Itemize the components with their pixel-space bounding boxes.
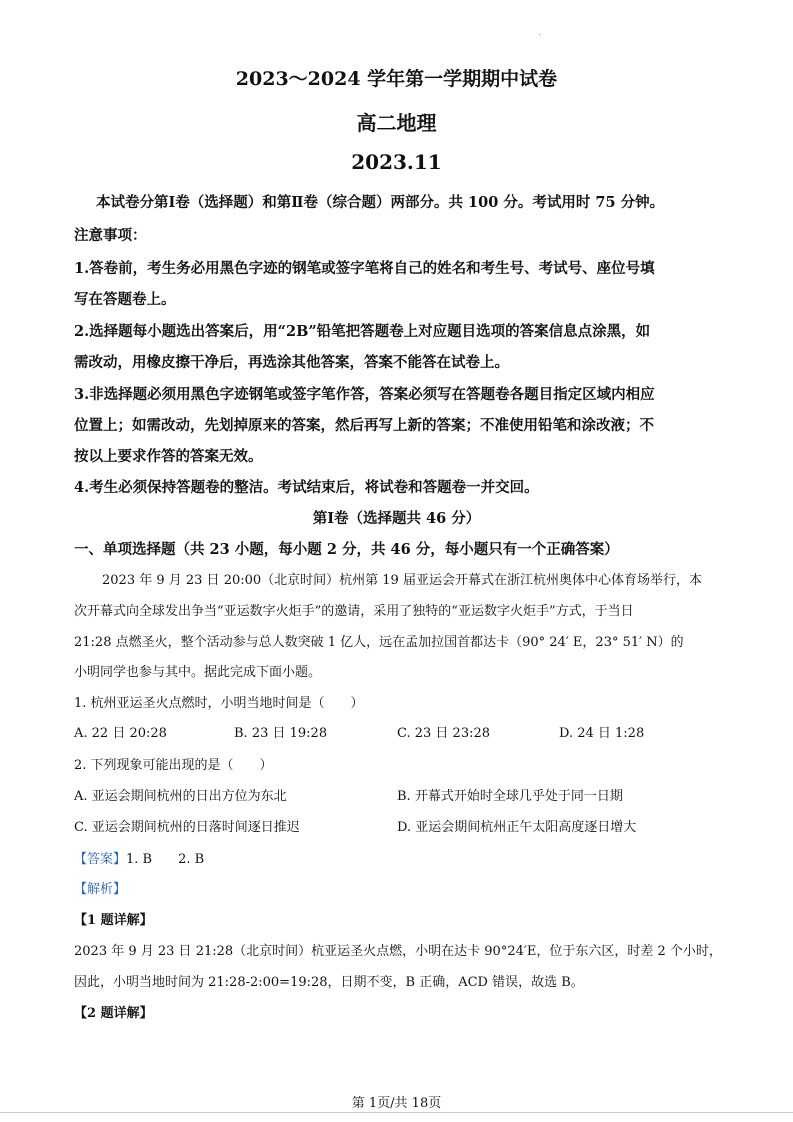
page-footer: 第 1页/共 18页 bbox=[351, 1096, 442, 1111]
note-2-line-2: 需改动，用橡皮擦干净后，再选涂其他答案，答案不能答在试卷上。 bbox=[74, 354, 509, 371]
question-2-option-d: D. 亚运会期间杭州正午太阳高度逐日增大 bbox=[397, 820, 637, 835]
detail-1-line-2: 因此，小明当地时间为 21:28-2:00=19:28，日期不变，B 正确，ACD 错误，故选 B。 bbox=[74, 975, 584, 990]
question-2-option-a: A. 亚运会期间杭州的日出方位为东北 bbox=[74, 789, 287, 804]
part-heading: 一、单项选择题（共 23 小题，每小题 2 分，共 46 分，每小题只有一个正确答案） bbox=[74, 541, 619, 558]
exam-title: 2023～2024 学年第一学期期中试卷 bbox=[235, 68, 558, 90]
note-3-line-1: 3.非选择题必须用黑色字迹钢笔或签字笔作答，答案必须写在答题卷各题目指定区域内相应 bbox=[74, 386, 655, 403]
passage-line-4: 小明同学也参与其中。据此完成下面小题。 bbox=[74, 665, 322, 680]
notes-heading: 注意事项： bbox=[74, 227, 147, 244]
note-3-line-3: 按以上要求作答的答案无效。 bbox=[74, 448, 263, 465]
note-4: 4.考生必须保持答题卷的整洁。考试结束后，将试卷和答题卷一并交回。 bbox=[74, 479, 539, 496]
subject-title: 高二地理 bbox=[356, 111, 437, 135]
exam-date: 2023.11 bbox=[351, 150, 442, 174]
note-2-line-1: 2.选择题每小题选出答案后，用“2B”铅笔把答题卷上对应题目选项的答案信息点涂黑，如 bbox=[74, 323, 651, 340]
note-3-line-2: 位置上；如需改动，先划掉原来的答案，然后再写上新的答案；不准使用铅笔和涂改液；不 bbox=[74, 417, 654, 434]
question-1-option-c: C. 23 日 23:28 bbox=[397, 726, 491, 741]
question-2-option-c: C. 亚运会期间杭州的日落时间逐日推迟 bbox=[74, 820, 300, 835]
question-1-option-a: A. 22 日 20:28 bbox=[74, 726, 167, 741]
question-1-option-b: B. 23 日 19:28 bbox=[234, 726, 328, 741]
passage-line-1: 2023 年 9 月 23 日 20:00（北京时间）杭州第 19 届亚运会开幕式在浙江杭州奥体中心体育场举行，本 bbox=[102, 573, 702, 588]
corner-mark: . bbox=[538, 28, 541, 38]
detail-2-heading: 【2 题详解】 bbox=[74, 1006, 153, 1021]
passage-line-2: 次开幕式向全球发出争当“亚运数字火炬手”的邀请，采用了独特的“亚运数字火炬手”方式，于当日 bbox=[74, 604, 634, 619]
answer-text: 1. B 2. B bbox=[126, 852, 205, 867]
answer-tag: 【答案】 bbox=[74, 852, 127, 867]
detail-1-line-1: 2023 年 9 月 23 日 21:28（北京时间）杭亚运圣火点燃，小明在达卡 90°24′E，位于东六区，时差 2 个小时， bbox=[74, 944, 722, 959]
exam-summary: 本试卷分第Ⅰ卷（选择题）和第Ⅱ卷（综合题）两部分。共 100 分。考试用时 75 分钟。 bbox=[96, 194, 665, 211]
question-1-option-d: D. 24 日 1:28 bbox=[559, 726, 645, 741]
question-2-option-b: B. 开幕式开始时全球几乎处于同一日期 bbox=[397, 789, 623, 804]
question-1-stem: 1. 杭州亚运圣火点燃时，小明当地时间是（ ） bbox=[74, 696, 364, 711]
analysis-tag: 【解析】 bbox=[74, 882, 127, 897]
question-2-stem: 2. 下列现象可能出现的是（ ） bbox=[74, 758, 273, 773]
detail-1-heading: 【1 题详解】 bbox=[74, 913, 153, 928]
note-1-line-1: 1.答卷前，考生务必用黑色字迹的钢笔或签字笔将自己的姓名和考生号、考试号、座位号填 bbox=[74, 260, 655, 277]
passage-line-3: 21:28 点燃圣火，整个活动参与总人数突破 1 亿人，远在孟加拉国首都达卡（90° 24′ E，23° 51′ N）的 bbox=[74, 635, 684, 650]
bottom-divider bbox=[0, 1112, 793, 1113]
answer-line bbox=[74, 848, 204, 867]
note-1-line-2: 写在答题卷上。 bbox=[74, 291, 176, 308]
section-heading: 第Ⅰ卷（选择题共 46 分） bbox=[312, 510, 481, 527]
